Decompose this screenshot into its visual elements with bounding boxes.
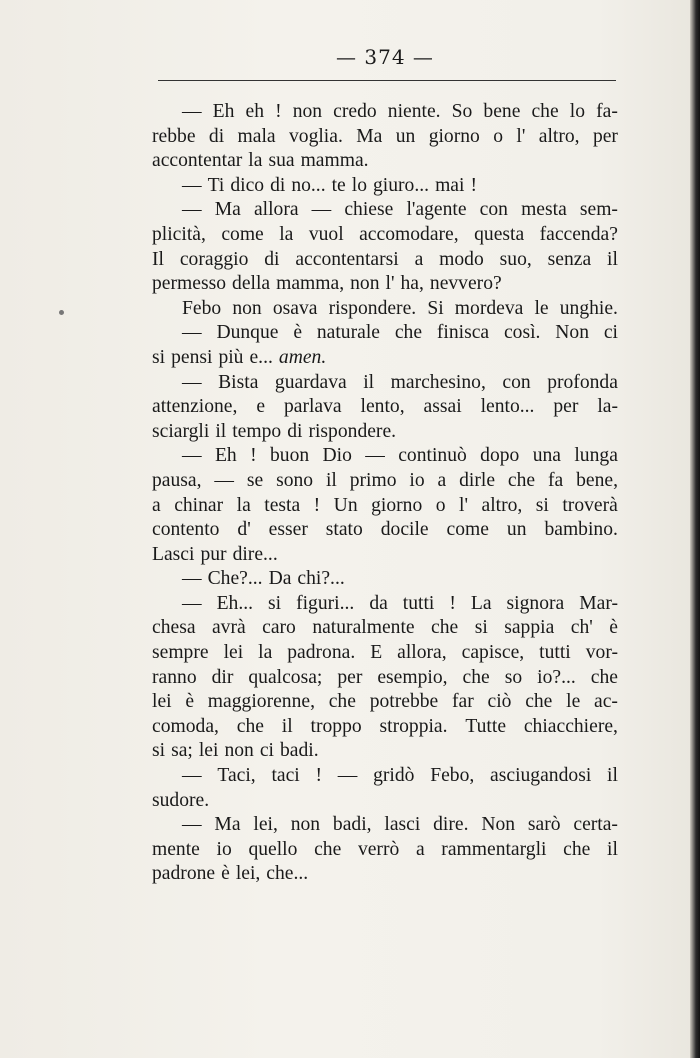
text-line: lei è maggiorenne, che potrebbe far ciò che le ac-: [152, 691, 618, 713]
text-line: sempre lei la padrona. E allora, capisce, tutti vor-: [152, 642, 618, 664]
text-line: rebbe di mala voglia. Ma un giorno o l' altro, per: [152, 125, 618, 147]
text-line: comoda, che il troppo stroppia. Tutte chiacchiere,: [152, 715, 618, 737]
text-line: plicità, come la vuol accomodare, questa faccenda?: [152, 223, 618, 245]
text-line: — Bista guardava il marchesino, con profonda: [182, 371, 618, 393]
header-rule: [158, 80, 616, 81]
text-line: sciargli il tempo di rispondere.: [152, 420, 397, 442]
text-line: Febo non osava rispondere. Si mordeva le unghie.: [182, 297, 618, 319]
text-line: — Ma lei, non badi, lasci dire. Non sarò certa-: [182, 814, 618, 836]
text-line: Il coraggio di accontentarsi a modo suo, senza il: [152, 248, 618, 270]
text-line: ranno dir qualcosa; per esempio, che so io?... che: [152, 666, 618, 688]
text-line: — Che?... Da chi?...: [182, 568, 345, 590]
text-line: sudore.: [152, 789, 210, 811]
text-line: — Eh ! buon Dio — continuò dopo una lunga: [182, 445, 618, 467]
text-line: Lasci pur dire...: [152, 543, 278, 565]
text-line: — Eh eh ! non credo niente. So bene che lo fa-: [182, 101, 618, 122]
text-line: si sa; lei non ci badi.: [152, 740, 319, 762]
text-line: — Ti dico di no... te lo giuro... mai !: [182, 174, 477, 196]
text-line: — Dunque è naturale che finisca così. Non ci: [182, 322, 618, 344]
text-line: attenzione, e parlava lento, assai lento... per la-: [152, 396, 618, 418]
text-line: — Ma allora — chiese l'agente con mesta sem-: [182, 199, 618, 221]
body-text: [152, 100, 618, 887]
text-line: contento d' esser stato docile come un bambino.: [152, 519, 618, 541]
text-line: mente io quello che verrò a rammentargli che il: [152, 838, 618, 860]
page-spine-edge: [690, 0, 700, 1058]
page-number: — 374 —: [336, 45, 434, 69]
text-line: padrone è lei, che...: [152, 863, 309, 885]
paper-speck: [59, 310, 64, 315]
text-line: si pensi più e... amen.: [152, 346, 327, 368]
text-line: chesa avrà caro naturalmente che si sappia ch' è: [152, 617, 618, 639]
text-line: permesso della mamma, non l' ha, nevvero?: [152, 273, 502, 295]
text-line: accontentar la sua mamma.: [152, 150, 369, 172]
text-line: a chinar la testa ! Un giorno o l' altro, si troverà: [152, 494, 618, 516]
text-line: pausa, — se sono il primo io a dirle che fa bene,: [152, 469, 618, 491]
text-line: — Taci, taci ! — gridò Febo, asciugandosi il: [182, 765, 618, 787]
text-line: — Eh... si figuri... da tutti ! La signora Mar-: [182, 592, 618, 614]
